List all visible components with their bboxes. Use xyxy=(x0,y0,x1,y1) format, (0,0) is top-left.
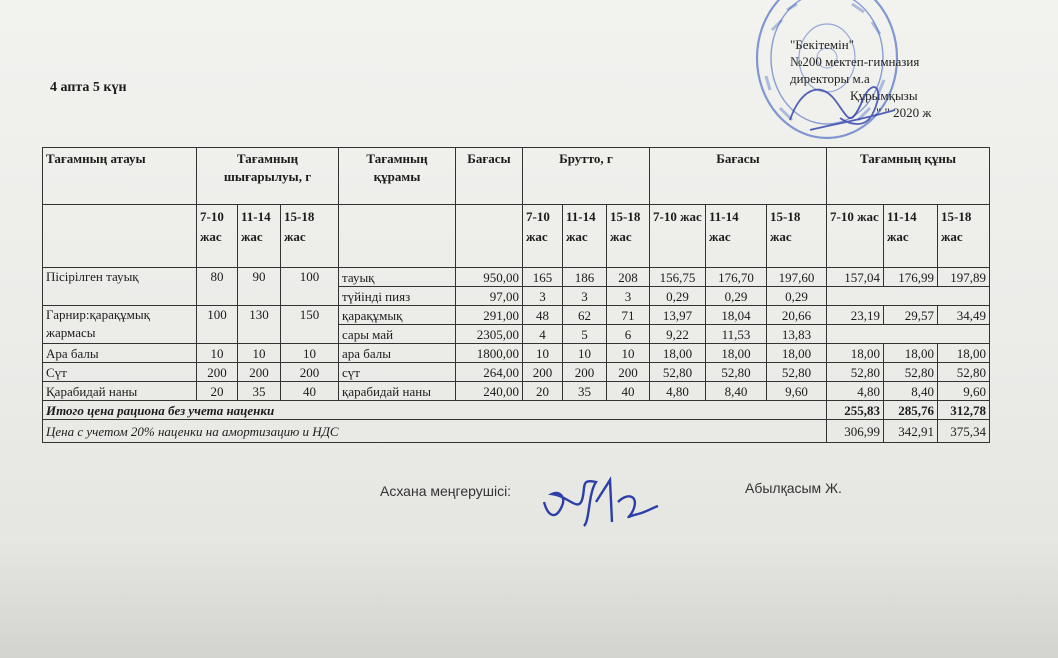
header-dish-cost: Тағамның құны xyxy=(827,148,990,205)
ingredient: сары май xyxy=(339,325,456,344)
dish-cost-value: 18,00 xyxy=(827,344,884,363)
ingredient: қарақұмық xyxy=(339,306,456,325)
brutto-value: 186 xyxy=(563,268,607,287)
header-price: Бағасы xyxy=(456,148,523,205)
cost-value: 52,80 xyxy=(650,363,706,382)
age-cost-7-10: 7-10 жас xyxy=(650,205,706,268)
brutto-value: 35 xyxy=(563,382,607,401)
output-value: 100 xyxy=(197,306,238,344)
output-value: 90 xyxy=(238,268,281,306)
markup-value: 306,99 xyxy=(827,420,884,443)
paper-shadow xyxy=(0,538,1058,658)
cost-value: 11,53 xyxy=(706,325,767,344)
cost-value: 18,04 xyxy=(706,306,767,325)
ingredient: сүт xyxy=(339,363,456,382)
brutto-value: 62 xyxy=(563,306,607,325)
cook-signature xyxy=(538,472,668,532)
brutto-value: 165 xyxy=(523,268,563,287)
cost-value: 8,40 xyxy=(706,382,767,401)
dish-cost-value: 34,49 xyxy=(938,306,990,325)
cost-value: 18,00 xyxy=(706,344,767,363)
ingredient-price: 950,00 xyxy=(456,268,523,287)
cost-value: 9,22 xyxy=(650,325,706,344)
approval-school: №200 мектеп-гимназия xyxy=(790,54,920,69)
output-value: 200 xyxy=(281,363,339,382)
total-value: 255,83 xyxy=(827,401,884,420)
header-composition: Тағамның құрамы xyxy=(339,148,456,205)
cook-name: Абылқасым Ж. xyxy=(745,480,842,496)
dish-cost-value: 18,00 xyxy=(938,344,990,363)
ingredient-price: 264,00 xyxy=(456,363,523,382)
ingredient: ара балы xyxy=(339,344,456,363)
approval-date-quotes: " " xyxy=(876,105,890,120)
menu-table xyxy=(42,147,990,443)
header-blank xyxy=(43,205,197,268)
table-row xyxy=(43,382,990,401)
brutto-value: 20 xyxy=(523,382,563,401)
brutto-value: 48 xyxy=(523,306,563,325)
brutto-value: 5 xyxy=(563,325,607,344)
markup-label: Цена с учетом 20% наценки на амортизацию и НДС xyxy=(43,420,827,443)
week-day-label: 4 апта 5 күн xyxy=(50,80,127,95)
output-value: 40 xyxy=(281,382,339,401)
age-brutto-7-10: 7-10 жас xyxy=(523,205,563,268)
cost-value: 0,29 xyxy=(706,287,767,306)
brutto-value: 10 xyxy=(607,344,650,363)
ingredient: тауық xyxy=(339,268,456,287)
dish-cost-value: 52,80 xyxy=(884,363,938,382)
cook-label: Асхана меңгерушісі: xyxy=(380,483,512,499)
cost-value: 20,66 xyxy=(767,306,827,325)
dish-cost-value: 197,89 xyxy=(938,268,990,287)
cost-value: 13,97 xyxy=(650,306,706,325)
table-row xyxy=(43,268,990,287)
age-dish-15-18: 15-18 жас xyxy=(938,205,990,268)
cost-value: 4,80 xyxy=(650,382,706,401)
dish-cost-value: 4,80 xyxy=(827,382,884,401)
cost-value: 0,29 xyxy=(767,287,827,306)
approval-director-name: Құрымқызы xyxy=(850,88,918,103)
age-output-7-10: 7-10 жас xyxy=(197,205,238,268)
output-value: 100 xyxy=(281,268,339,306)
header-row-main xyxy=(43,148,990,205)
brutto-value: 4 xyxy=(523,325,563,344)
ingredient-price: 291,00 xyxy=(456,306,523,325)
header-cost: Бағасы xyxy=(650,148,827,205)
table-row xyxy=(43,306,990,325)
dish-cost-value: 29,57 xyxy=(884,306,938,325)
output-value: 200 xyxy=(197,363,238,382)
dish-name: Ара балы xyxy=(43,344,197,363)
markup-row xyxy=(43,420,990,443)
brutto-value: 200 xyxy=(607,363,650,382)
cost-value: 18,00 xyxy=(650,344,706,363)
total-label: Итого цена рациона без учета наценки xyxy=(43,401,827,420)
output-value: 200 xyxy=(238,363,281,382)
cost-value: 197,60 xyxy=(767,268,827,287)
header-blank xyxy=(456,205,523,268)
header-dish-name: Тағамның атауы xyxy=(43,148,197,205)
brutto-value: 10 xyxy=(563,344,607,363)
table-row xyxy=(43,344,990,363)
brutto-value: 200 xyxy=(563,363,607,382)
approval-title: "Бекітемін" xyxy=(790,37,855,52)
cost-value: 52,80 xyxy=(706,363,767,382)
brutto-value: 3 xyxy=(563,287,607,306)
output-value: 130 xyxy=(238,306,281,344)
header-brutto: Брутто, г xyxy=(523,148,650,205)
cost-value: 52,80 xyxy=(767,363,827,382)
dish-cost-value: 52,80 xyxy=(827,363,884,382)
cost-value: 176,70 xyxy=(706,268,767,287)
total-row xyxy=(43,401,990,420)
approval-position: директоры м.а xyxy=(790,71,870,86)
output-value: 10 xyxy=(281,344,339,363)
ingredient-price: 1800,00 xyxy=(456,344,523,363)
age-dish-11-14: 11-14 жас xyxy=(884,205,938,268)
cost-value: 13,83 xyxy=(767,325,827,344)
markup-value: 342,91 xyxy=(884,420,938,443)
header-row-ages xyxy=(43,205,990,268)
dish-cost-value: 52,80 xyxy=(938,363,990,382)
output-value: 20 xyxy=(197,382,238,401)
output-value: 10 xyxy=(197,344,238,363)
header-output: Тағамның шығарылуы, г xyxy=(197,148,339,205)
dish-cost-value: 9,60 xyxy=(938,382,990,401)
age-brutto-11-14: 11-14 жас xyxy=(563,205,607,268)
cost-value: 9,60 xyxy=(767,382,827,401)
dish-cost-value: 176,99 xyxy=(884,268,938,287)
dish-cost-value: 23,19 xyxy=(827,306,884,325)
dish-cost-empty xyxy=(827,325,990,344)
director-signature xyxy=(780,70,900,140)
total-value: 285,76 xyxy=(884,401,938,420)
ingredient-price: 2305,00 xyxy=(456,325,523,344)
cost-value: 156,75 xyxy=(650,268,706,287)
ingredient-price: 97,00 xyxy=(456,287,523,306)
total-value: 312,78 xyxy=(938,401,990,420)
brutto-value: 71 xyxy=(607,306,650,325)
dish-name: Сүт xyxy=(43,363,197,382)
output-value: 35 xyxy=(238,382,281,401)
output-value: 150 xyxy=(281,306,339,344)
output-value: 80 xyxy=(197,268,238,306)
dish-cost-value: 157,04 xyxy=(827,268,884,287)
approval-year: 2020 ж xyxy=(893,105,932,120)
age-cost-11-14: 11-14 жас xyxy=(706,205,767,268)
brutto-value: 40 xyxy=(607,382,650,401)
age-brutto-15-18: 15-18 жас xyxy=(607,205,650,268)
age-output-11-14: 11-14 жас xyxy=(238,205,281,268)
table-row xyxy=(43,363,990,382)
dish-name: Пісірілген тауық xyxy=(43,268,197,306)
dish-cost-value: 8,40 xyxy=(884,382,938,401)
brutto-value: 10 xyxy=(523,344,563,363)
brutto-value: 6 xyxy=(607,325,650,344)
cost-value: 0,29 xyxy=(650,287,706,306)
brutto-value: 3 xyxy=(523,287,563,306)
brutto-value: 3 xyxy=(607,287,650,306)
ingredient: түйінді пияз xyxy=(339,287,456,306)
age-output-15-18: 15-18 жас xyxy=(281,205,339,268)
cost-value: 18,00 xyxy=(767,344,827,363)
dish-name: Гарнир:қарақұмық жармасы xyxy=(43,306,197,344)
age-cost-15-18: 15-18 жас xyxy=(767,205,827,268)
ingredient-price: 240,00 xyxy=(456,382,523,401)
output-value: 10 xyxy=(238,344,281,363)
brutto-value: 200 xyxy=(523,363,563,382)
dish-cost-empty xyxy=(827,287,990,306)
brutto-value: 208 xyxy=(607,268,650,287)
ingredient: қарабидай наны xyxy=(339,382,456,401)
dish-name: Қарабидай наны xyxy=(43,382,197,401)
header-blank xyxy=(339,205,456,268)
dish-cost-value: 18,00 xyxy=(884,344,938,363)
age-dish-7-10: 7-10 жас xyxy=(827,205,884,268)
markup-value: 375,34 xyxy=(938,420,990,443)
